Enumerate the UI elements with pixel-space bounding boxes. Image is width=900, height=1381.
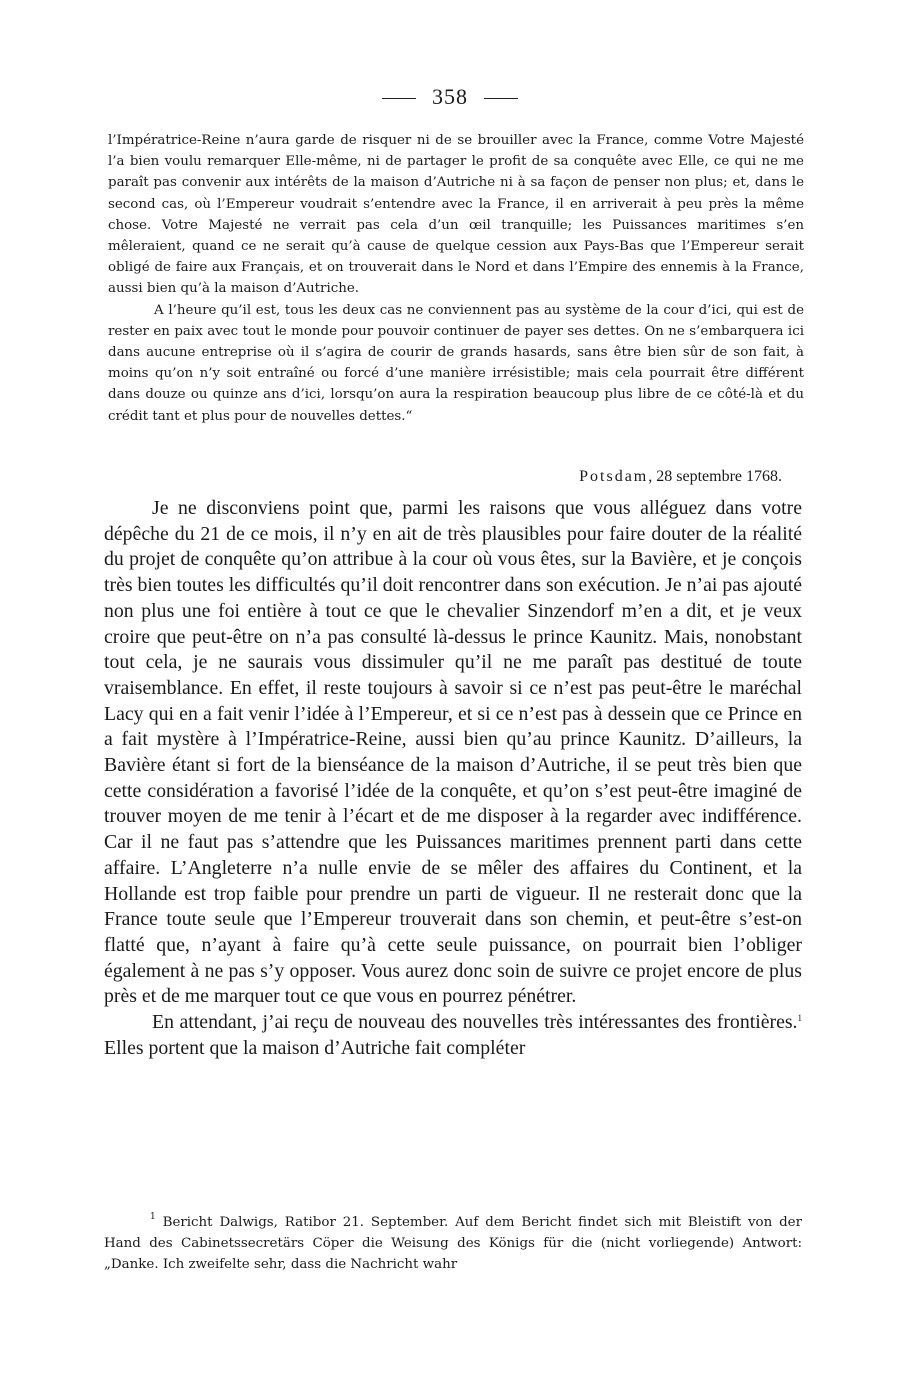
body-paragraph-2 <box>104 1010 802 1061</box>
dateline-date: , 28 septembre 1768. <box>648 468 782 485</box>
page-number: 358 <box>432 84 468 109</box>
excerpt-paragraph-2: A l’heure qu’il est, tous les deux cas ne conviennent pas au système de la cour d’ici, qui est de rester en paix avec tout le monde pour pouvoir continuer de payer ses dettes. On ne s’embarquera ici dans aucune entreprise où il s’agira de courir de grands hasards, sans être bien sûr de son fait, à moins qu’on n’y soit entraîné ou forcé d’une manière irrésistible; mais cela pourrait être différent dans douze ou quinze ans d’ici, lorsqu’on aura la respiration beaucoup plus libre de ce côté-là et du crédit tant et plus pour de nouvelles dettes.“ <box>108 302 804 424</box>
dateline-place: Potsdam <box>579 468 649 485</box>
footnote-marker: 1 <box>150 1212 156 1222</box>
quoted-letter-excerpt <box>108 130 804 427</box>
footnote-paragraph <box>104 1212 802 1275</box>
page-header <box>0 84 900 110</box>
body-paragraph-2-end: Elles portent que la maison d’Autriche fait compléter <box>104 1036 526 1059</box>
header-dash-left <box>382 98 416 99</box>
main-text <box>104 496 802 1061</box>
dateline <box>579 468 782 486</box>
header-dash-right <box>484 98 518 99</box>
footnote-text: Bericht Dalwigs, Ratibor 21. September. Auf dem Bericht findet sich mit Bleistift von der Hand des Cabinetssecretärs Cöper die Weisung des Königs für die (nicht vorliegende) Antwort: „Danke. Ich zweifelte sehr, dass die Nachricht wahr <box>104 1215 802 1272</box>
footnote <box>104 1212 802 1275</box>
body-paragraph-2-start: En attendant, j’ai reçu de nouveau des nouvelles très intéressantes des frontières. <box>152 1011 798 1034</box>
body-paragraph-1: Je ne disconviens point que, parmi les raisons que vous alléguez dans votre dépêche du 21 de ce mois, il n’y en ait de très plausibles pour faire douter de la réalité du projet de conquête qu’on attribue à la cour où vous êtes, sur la Bavière, et je conçois très bien toutes les difficultés qu’il doit rencontrer dans son exécution. Je n’ai pas ajouté non plus une foi entière à tout ce que le chevalier Sinzendorf m’en a dit, et je veux croire que peut-être on n’a pas consulté là-dessus le prince Kaunitz. Mais, nonobstant tout cela, je ne saurais vous dissimuler qu’il ne me paraît pas destitué de toute vraisemblance. En effet, il reste toujours à savoir si ce n’est pas peut-être le maréchal Lacy qui en a fait venir l’idée à l’Empereur, et si ce n’est pas à dessein que ce Prince en a fait mystère à l’Impératrice-Reine, aussi bien qu’au prince Kaunitz. D’ailleurs, la Bavière étant si fort de la bienséance de la maison d’Autriche, il se peut très bien que cette considération a favorisé l’idée de la conquête, et qu’on s’est peut-être imaginé de trouver moyen de me tenir à l’écart et de me disposer à la regarder avec indifférence. Car il ne faut pas s’attendre que les Puissances maritimes prennent parti dans cette affaire. L’Angleterre n’a nulle envie de se mêler des affaires du Continent, et la Hollande est trop faible pour prendre un parti de vigueur. Il ne resterait donc que la France toute seule que l’Empereur trouverait dans son chemin, et peut-être s’est-on flatté que, n’ayant à faire qu’à cette seule puissance, on pourrait bien l’obliger également à ne pas s’y opposer. Vous aurez donc soin de suivre ce projet encore de plus près et de me marquer tout ce que vous en pourrez pénétrer. <box>104 497 802 1008</box>
excerpt-paragraph-1: l’Impératrice-Reine n’aura garde de risquer ni de se brouiller avec la France, comme Votre Majesté l’a bien voulu remarquer Elle-même, ni de partager le profit de sa conquête avec Elle, ce qui ne me paraît pas convenir aux intérêts de la maison d’Autriche ni à sa façon de penser non plus; et, dans le second cas, où l’Empereur voudrait s’entendre avec la France, il en arriverait à peu près la même chose. Votre Majesté ne verrait pas cela d’un œil tranquille; les Puissances maritimes s’en mêleraient, quand ce ne serait qu’à cause de quelque cession aux Pays-Bas que l’Empereur serait obligé de faire aux Français, et on trouverait dans le Nord et dans l’Empire des ennemis à la France, aussi bien qu’à la maison d’Autriche. <box>108 133 804 297</box>
footnote-reference: 1 <box>797 1013 802 1024</box>
